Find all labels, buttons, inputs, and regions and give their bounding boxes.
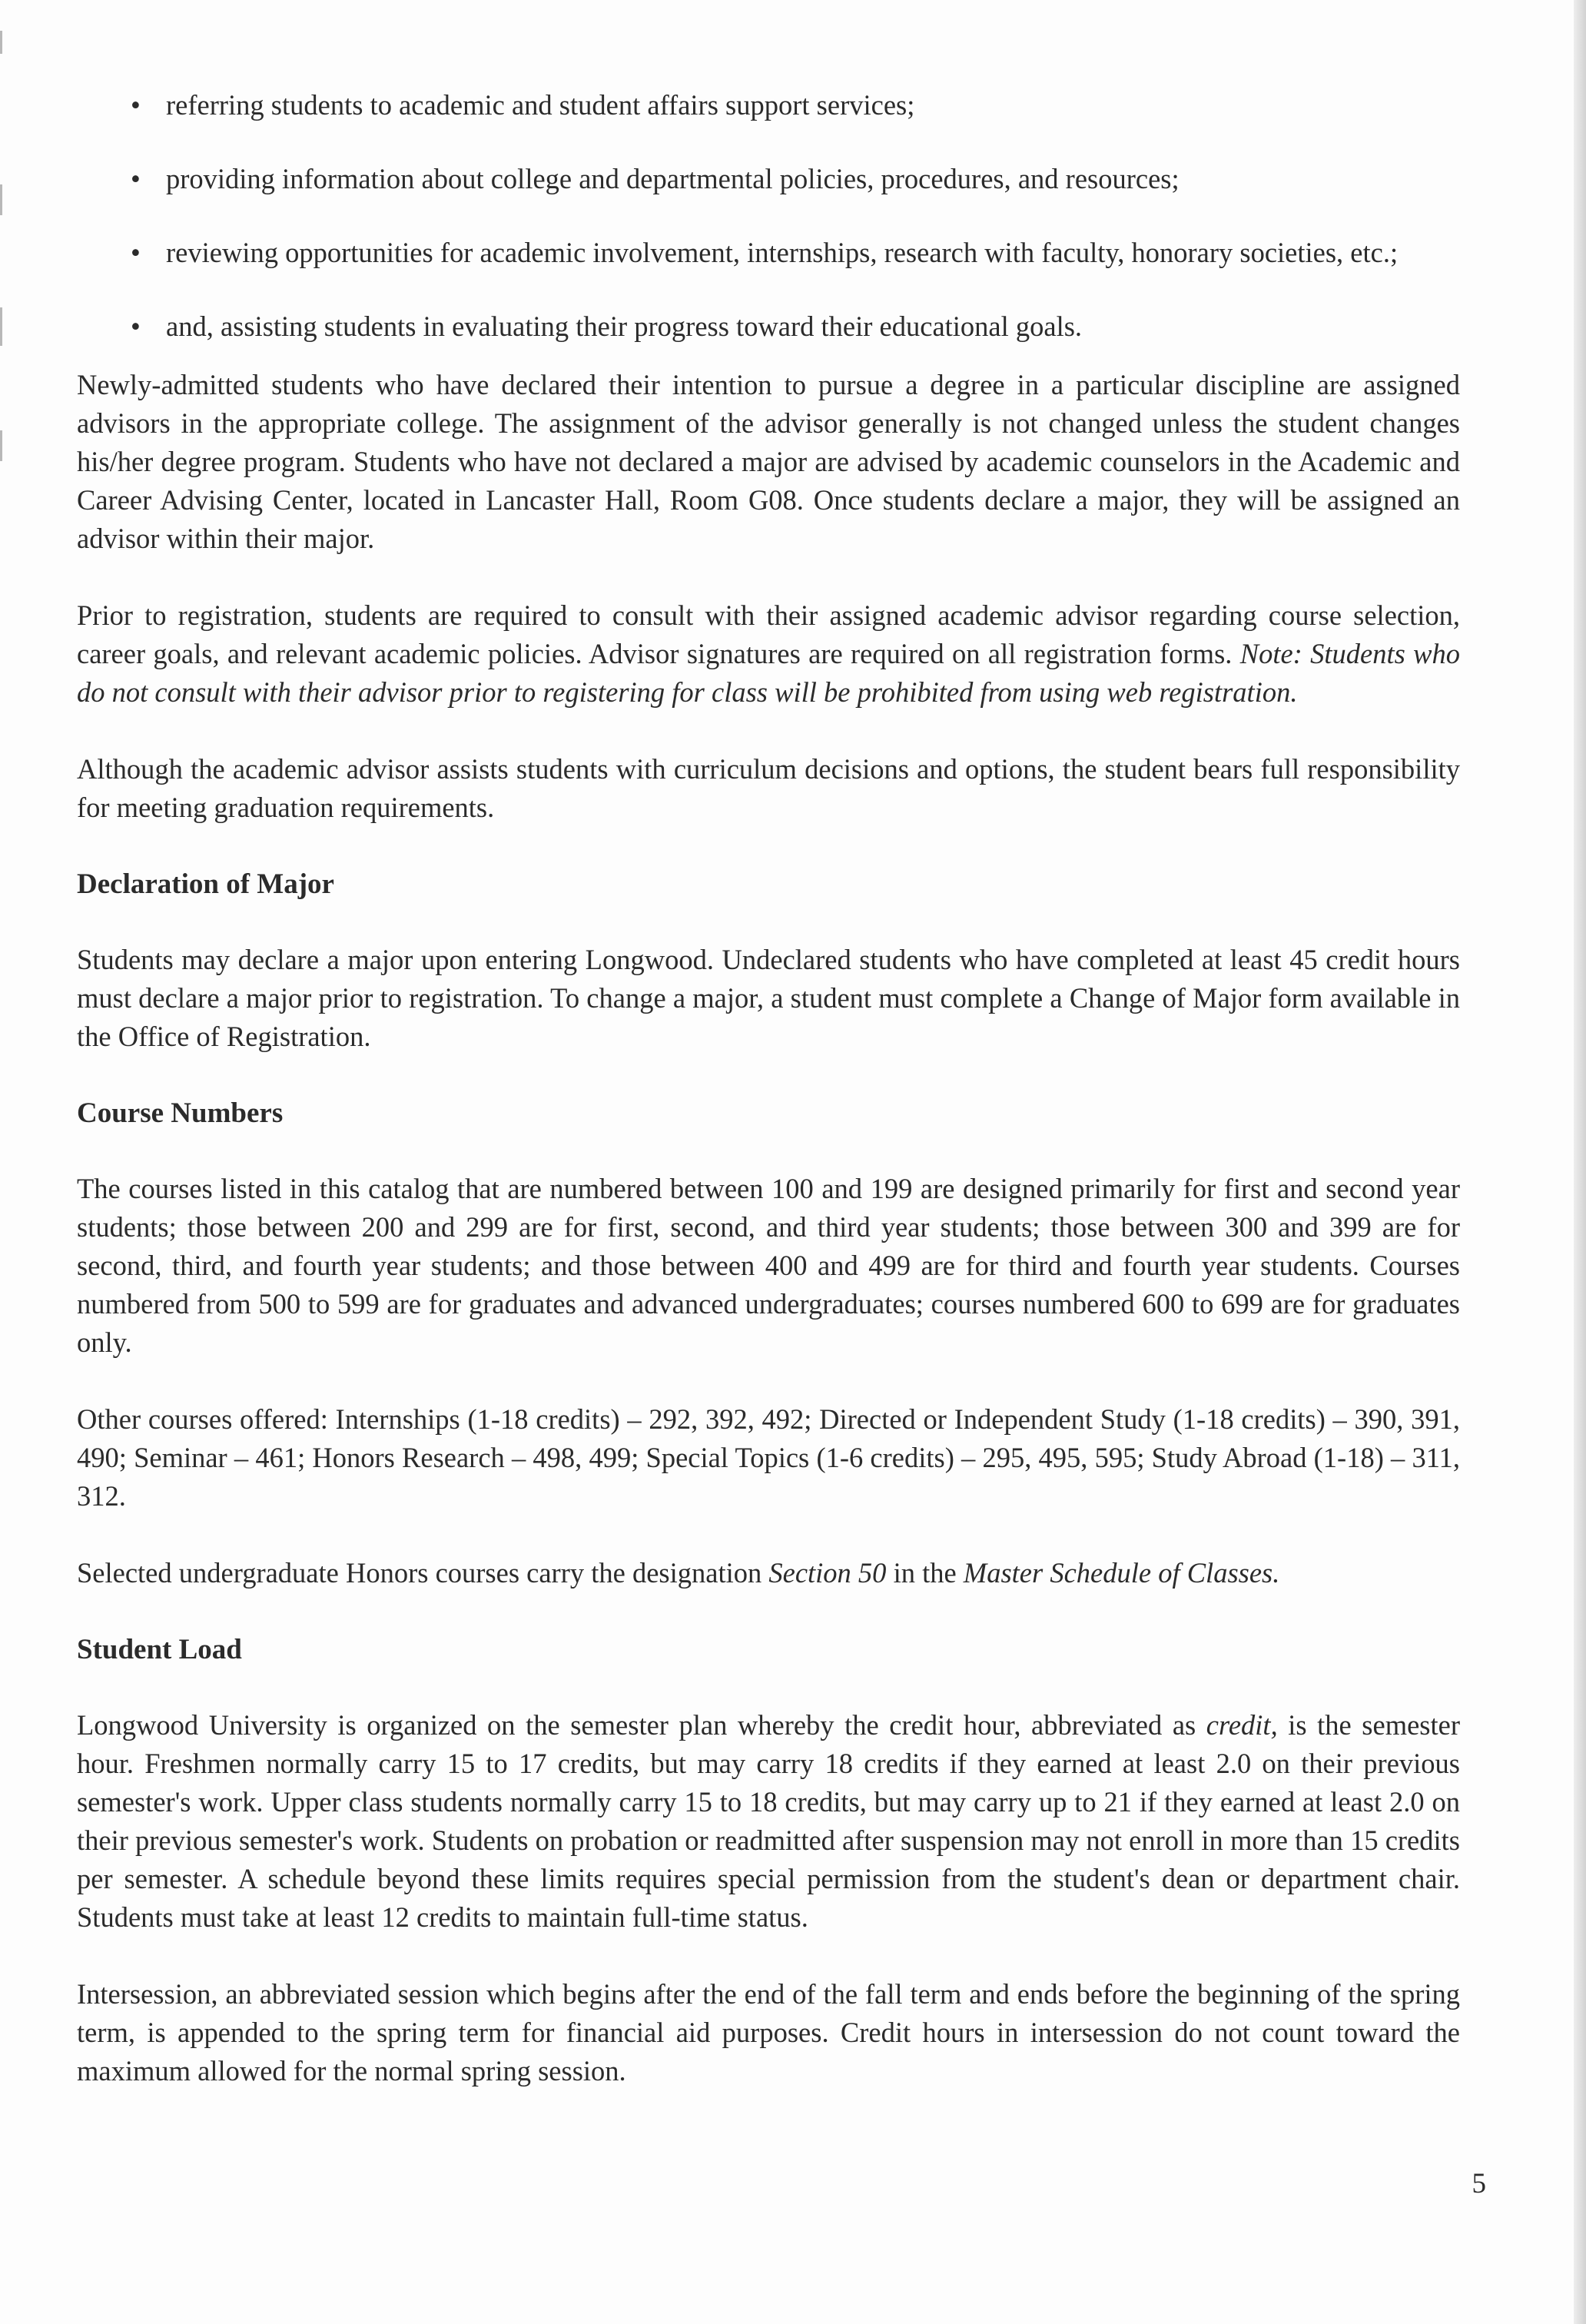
heading-declaration-of-major: Declaration of Major: [77, 868, 334, 900]
paragraph-advisors-assigned: Newly-admitted students who have declared their intention to pursue a degree in a particular discipline are assigned advisors in the appropriate college. The assignment of the advisor generally is not changed unless the student changes his/her degree program. Students who have not declared a major are advised by academic counselors in the Academic and Career Advising Center, located in Lancaster Hall, Room G08. Once students declare a major, they will be assigned an advisor within their major.: [77, 369, 1460, 554]
paragraph-course-levels: The courses listed in this catalog that are numbered between 100 and 199 are designed primarily for first and second year students; those between 200 and 299 are for first, second, and third year students; those between 300 and 399 are for second, third, and fourth year students; and those between 400 and 499 are for third and fourth year students. Courses numbered from 500 to 599 are for graduates and advanced undergraduates; courses numbered 600 to 699 are for graduates only.: [77, 1173, 1460, 1358]
list-item: • providing information about college and departmental policies, procedures, and resources;: [77, 160, 1460, 198]
section-designation: Section 50: [768, 1557, 887, 1589]
paragraph-prior-registration: [77, 596, 1460, 712]
paragraph-text: in the: [893, 1557, 957, 1589]
paragraph-intersession: Intersession, an abbreviated session which begins after the end of the fall term and ends before the beginning of the spring term, is appended to the spring term for financial aid purposes. Credit hours in intersession do not count toward the maximum allowed for the normal spring session.: [77, 1978, 1460, 2087]
list-item: • referring students to academic and student affairs support services;: [77, 86, 1460, 124]
paragraph-text: Prior to registration, students are required to consult with their assigned academic advisor regarding course selection, career goals, and relevant academic policies. Advisor signatures are required on all registration forms.: [77, 599, 1460, 669]
list-item: • reviewing opportunities for academic involvement, internships, research with faculty, honorary societies, etc.;: [77, 234, 1460, 272]
schedule-title: Master Schedule of Classes.: [963, 1557, 1280, 1589]
paragraph-honors: [77, 1554, 1460, 1592]
scan-mark: [0, 184, 2, 215]
paragraph-text: is the semester hour. Freshmen normally carry 15 to 17 credits, but may carry 18 credits if they earned at least 2.0 on their previous semester's work. Upper class students normally carry 15 to 18 credits, but may carry up to 21 if they earned at least 2.0 on their previous semester's work. Students on probation or readmitted after suspension may not enroll in more than 15 credits per semester. A schedule beyond these limits requires special permission from the student's dean or department chair. Students must take at least 12 credits to maintain full-time status.: [77, 1709, 1461, 1933]
paragraph-student-load: [77, 1706, 1460, 1937]
list-item: • and, assisting students in evaluating their progress toward their educational goals.: [77, 307, 1460, 346]
scan-mark: [0, 430, 2, 461]
paragraph-text: Longwood University is organized on the semester plan whereby the credit hour, abbreviated as: [77, 1709, 1196, 1741]
heading-student-load: Student Load: [77, 1634, 242, 1665]
document-page: [77, 86, 1460, 2129]
paragraph-text: Selected undergraduate Honors courses carry the designation: [77, 1557, 762, 1589]
credit-term: credit,: [1206, 1709, 1278, 1741]
page-edge-shadow: [1574, 0, 1586, 2324]
paragraph-other-courses: Other courses offered: Internships (1-18 credits) – 292, 392, 492; Directed or Independent Study (1-18 credits) – 390, 391, 490; Seminar – 461; Honors Research – 498, 499; Special Topics (1-6 credits) – 295, 495, 595; Study Abroad (1-18) – 311, 312.: [77, 1403, 1460, 1512]
advisor-duties-list: [77, 86, 1460, 346]
page-number: 5: [1472, 2168, 1486, 2200]
paragraph-declaration: Students may declare a major upon entering Longwood. Undeclared students who have completed at least 45 credit hours must declare a major prior to registration. To change a major, a student must complete a Change of Major form available in the Office of Registration.: [77, 944, 1460, 1052]
paragraph-responsibility: Although the academic advisor assists students with curriculum decisions and options, the student bears full responsibility for meeting graduation requirements.: [77, 753, 1460, 823]
scan-mark: [0, 307, 2, 346]
heading-course-numbers: Course Numbers: [77, 1097, 284, 1129]
scan-mark: [0, 31, 2, 54]
registration-note: Note: Students who do not consult with their advisor prior to registering for class will be prohibited from using web registration.: [77, 638, 1461, 708]
